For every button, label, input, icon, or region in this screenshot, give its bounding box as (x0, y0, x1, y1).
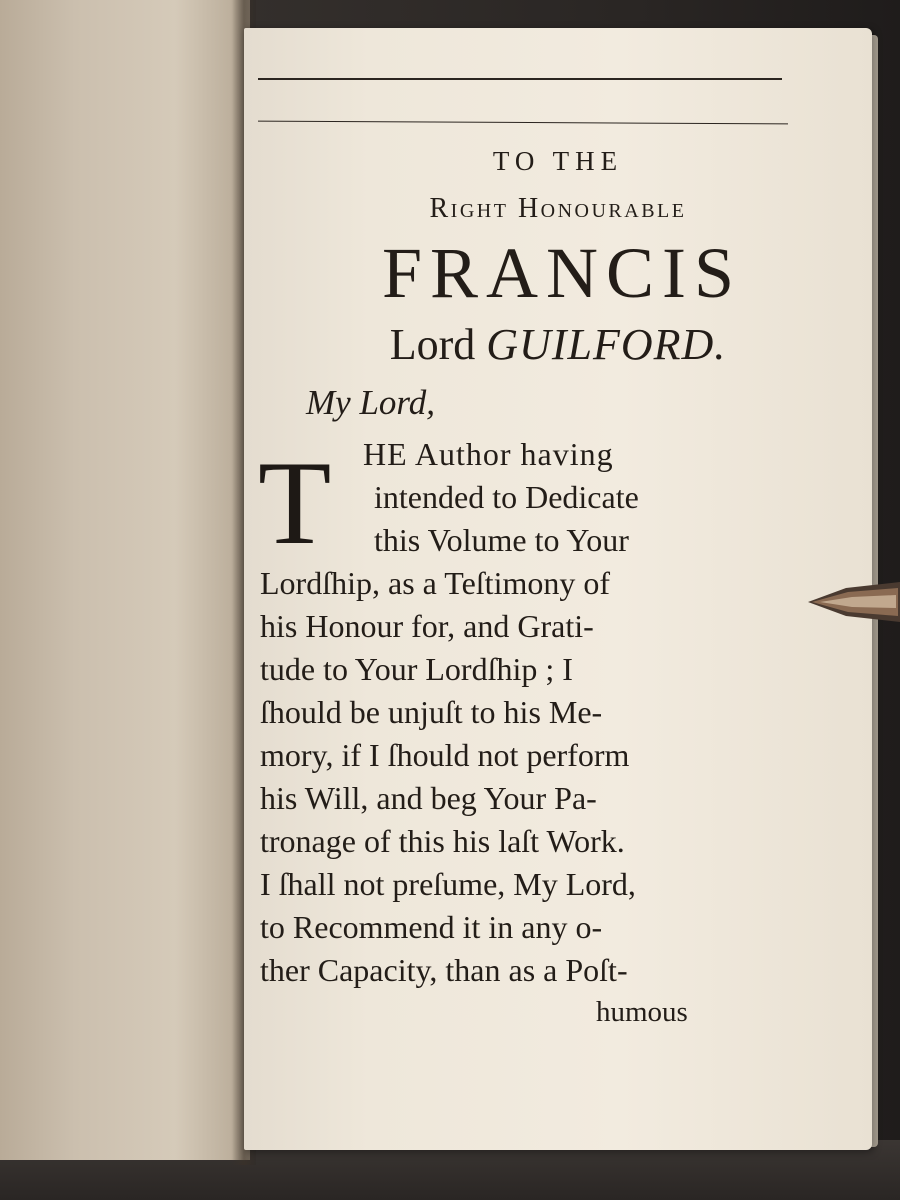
body-line-4: Lordſhip, as a Teſtimony of (260, 565, 610, 601)
body-line-5: his Honour for, and Grati- (260, 608, 594, 644)
body-line-7: ſhould be unjuſt to his Me- (260, 694, 603, 730)
dedicatee-name: FRANCIS (381, 233, 743, 313)
catchword: humous (596, 996, 688, 1028)
body-line-13: ther Capacity, than as a Poſt- (260, 952, 628, 988)
title-prefix: Lord (389, 320, 476, 369)
body-line-3: this Volume to Your (374, 522, 629, 558)
body-line-11: I ſhall not preſume, My Lord, (260, 866, 636, 902)
body-line-6: tude to Your Lordſhip ; I (260, 651, 573, 687)
second-rule (258, 121, 788, 125)
dedication-page (244, 28, 872, 1150)
header-right-honourable: Right Honourable (429, 193, 687, 224)
body-line-8: mory, if I ſhould not perform (260, 737, 630, 773)
salutation: My Lord, (306, 383, 435, 422)
bookmark-ribbon-icon (806, 578, 900, 626)
top-rule (258, 78, 782, 80)
body-line-9: his Will, and beg Your Pa- (260, 780, 597, 816)
body-line-12: to Recommend it in any o- (260, 909, 603, 945)
drop-cap: T (258, 436, 332, 569)
bleed-through-text (0, 30, 250, 408)
header-to-the: TO THE (492, 146, 624, 176)
dedicatee-title (244, 318, 872, 372)
body-line-2: intended to Dedicate (374, 479, 639, 515)
title-name: GUILFORD. (486, 320, 727, 369)
left-facing-page (0, 0, 250, 1160)
body-line-10: tronage of this his laſt Work. (260, 823, 625, 859)
body-line-1: HE Author having (363, 436, 614, 472)
